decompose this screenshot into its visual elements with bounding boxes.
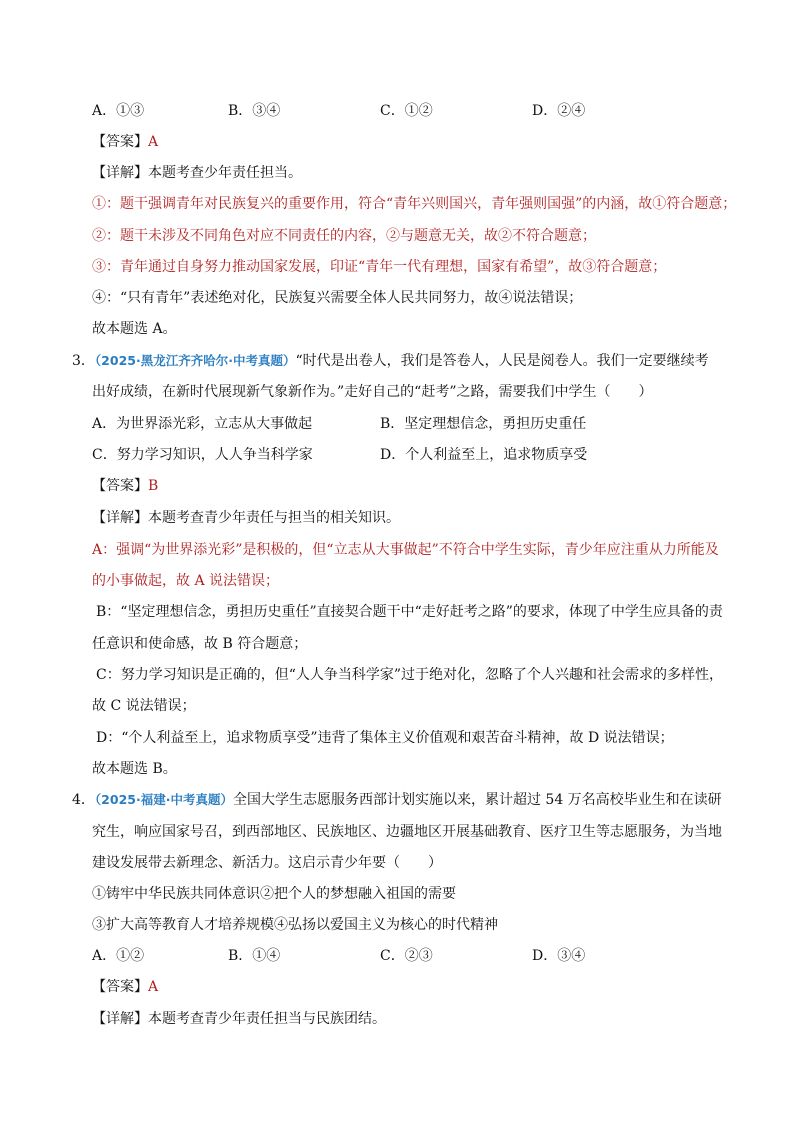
q4-items-line2: ③扩大高等教育人才培养规模④弘扬以爱国主义为核心的时代精神 [92, 917, 498, 933]
answer-tag: 【答案】 [92, 134, 148, 150]
q4-detail-line [92, 1009, 386, 1029]
q2-analysis-1: ①：题干强调青年对民族复兴的重要作用，符合“青年兴则国兴，青年强则国强”的内涵，故①符合题意； [92, 196, 737, 212]
q3-option-b: B．坚定理想信念，勇担历史重任 [380, 416, 587, 432]
q3-analysis-b2: 任意识和使命感，故 B 符合题意； [92, 636, 308, 652]
q3-number: 3． [72, 353, 95, 369]
q4-option-c: C．②③ [380, 948, 433, 964]
q3-analysis-c1: C：努力学习知识是正确的，但“人人争当科学家”过于绝对化，忽略了个人兴趣和社会需求的多样性， [96, 667, 724, 683]
q4-answer-line [92, 977, 158, 997]
q4-stem-line1 [72, 790, 722, 810]
q2-detail-line [92, 163, 302, 183]
q3-stem-line1 [72, 351, 709, 371]
q3-option-a: A．为世界添光彩，立志从大事做起 [92, 416, 313, 432]
q3-detail-intro: 本题考查青少年责任与担当的相关知识。 [148, 510, 400, 526]
q2-analysis-3: ③：青年通过自身努力推动国家发展，印证“青年一代有理想，国家有希望”，故③符合题意； [92, 259, 667, 275]
q4-detail-intro: 本题考查青少年责任担当与民族团结。 [148, 1011, 386, 1027]
q4-stem-text1: 全国大学生志愿服务西部计划实施以来，累计超过 54 万名高校毕业生和在读研 [232, 792, 722, 808]
q3-option-d: D．个人利益至上，追求物质享受 [380, 447, 588, 463]
q3-analysis-b1: B：“坚定理想信念，勇担历史重任”直接契合题干中“走好赶考之路”的要求，体现了中学生应具备的责 [96, 604, 723, 620]
q2-option-a: A．①③ [92, 103, 145, 119]
q3-answer: B [148, 478, 159, 494]
q3-option-c: C．努力学习知识，人人争当科学家 [92, 447, 313, 463]
q4-stem-line2: 究生，响应国家号召，到西部地区、民族地区、边疆地区开展基础教育、医疗卫生等志愿服务，为当地 [92, 824, 722, 840]
q3-source: （2025·黑龙江齐齐哈尔·中考真题） [94, 353, 296, 368]
q4-option-d: D．③④ [532, 948, 586, 964]
answer-tag: 【答案】 [92, 478, 148, 494]
q2-analysis-4: ④：“只有青年”表述绝对化，民族复兴需要全体人民共同努力，故④说法错误； [92, 290, 583, 306]
q4-items-line1: ①铸牢中华民族共同体意识②把个人的梦想融入祖国的需要 [92, 886, 456, 902]
q2-conclusion: 故本题选 A。 [92, 321, 177, 337]
q2-analysis-2: ②：题干未涉及不同角色对应不同责任的内容，②与题意无关，故②不符合题意； [92, 228, 596, 244]
q4-number: 4． [72, 792, 95, 808]
q4-option-a: A．①② [92, 948, 145, 964]
q3-stem-text1: “时代是出卷人，我们是答卷人，人民是阅卷人。我们一定要继续考 [295, 353, 709, 369]
q3-conclusion: 故本题选 B。 [92, 761, 177, 777]
q2-answer-line [92, 132, 158, 152]
q3-analysis-a2: 的小事做起，故 A 说法错误； [92, 573, 280, 589]
q3-analysis-a1: A：强调“为世界添光彩”是积极的，但“立志从大事做起”不符合中学生实际，青少年应注重从力所能及 [92, 542, 719, 558]
q3-analysis-d: D：“个人利益至上，追求物质享受”违背了集体主义价值观和艰苦奋斗精神，故 D 说法错误； [96, 730, 674, 746]
q4-stem-line3: 建设发展带去新理念、新活力。这启示青少年要（ ） [92, 855, 442, 871]
q3-answer-line [92, 476, 158, 496]
q4-answer: A [148, 979, 159, 995]
q2-option-c: C．①② [380, 103, 433, 119]
q3-analysis-c2: 故 C 说法错误； [92, 698, 196, 714]
q2-detail-intro: 本题考查少年责任担当。 [148, 165, 302, 181]
q3-stem-line2: 出好成绩，在新时代展现新气象新作为。”走好自己的“赶考”之路，需要我们中学生（ ） [92, 384, 653, 400]
q3-detail-line [92, 508, 400, 528]
detail-tag: 【详解】 [92, 165, 148, 181]
detail-tag: 【详解】 [92, 1011, 148, 1027]
q2-option-d: D．②④ [532, 103, 586, 119]
answer-tag: 【答案】 [92, 979, 148, 995]
q2-answer: A [148, 134, 159, 150]
q4-option-b: B．①④ [228, 948, 281, 964]
q4-source: （2025·福建·中考真题） [94, 792, 233, 807]
detail-tag: 【详解】 [92, 510, 148, 526]
q2-option-b: B．③④ [228, 103, 281, 119]
